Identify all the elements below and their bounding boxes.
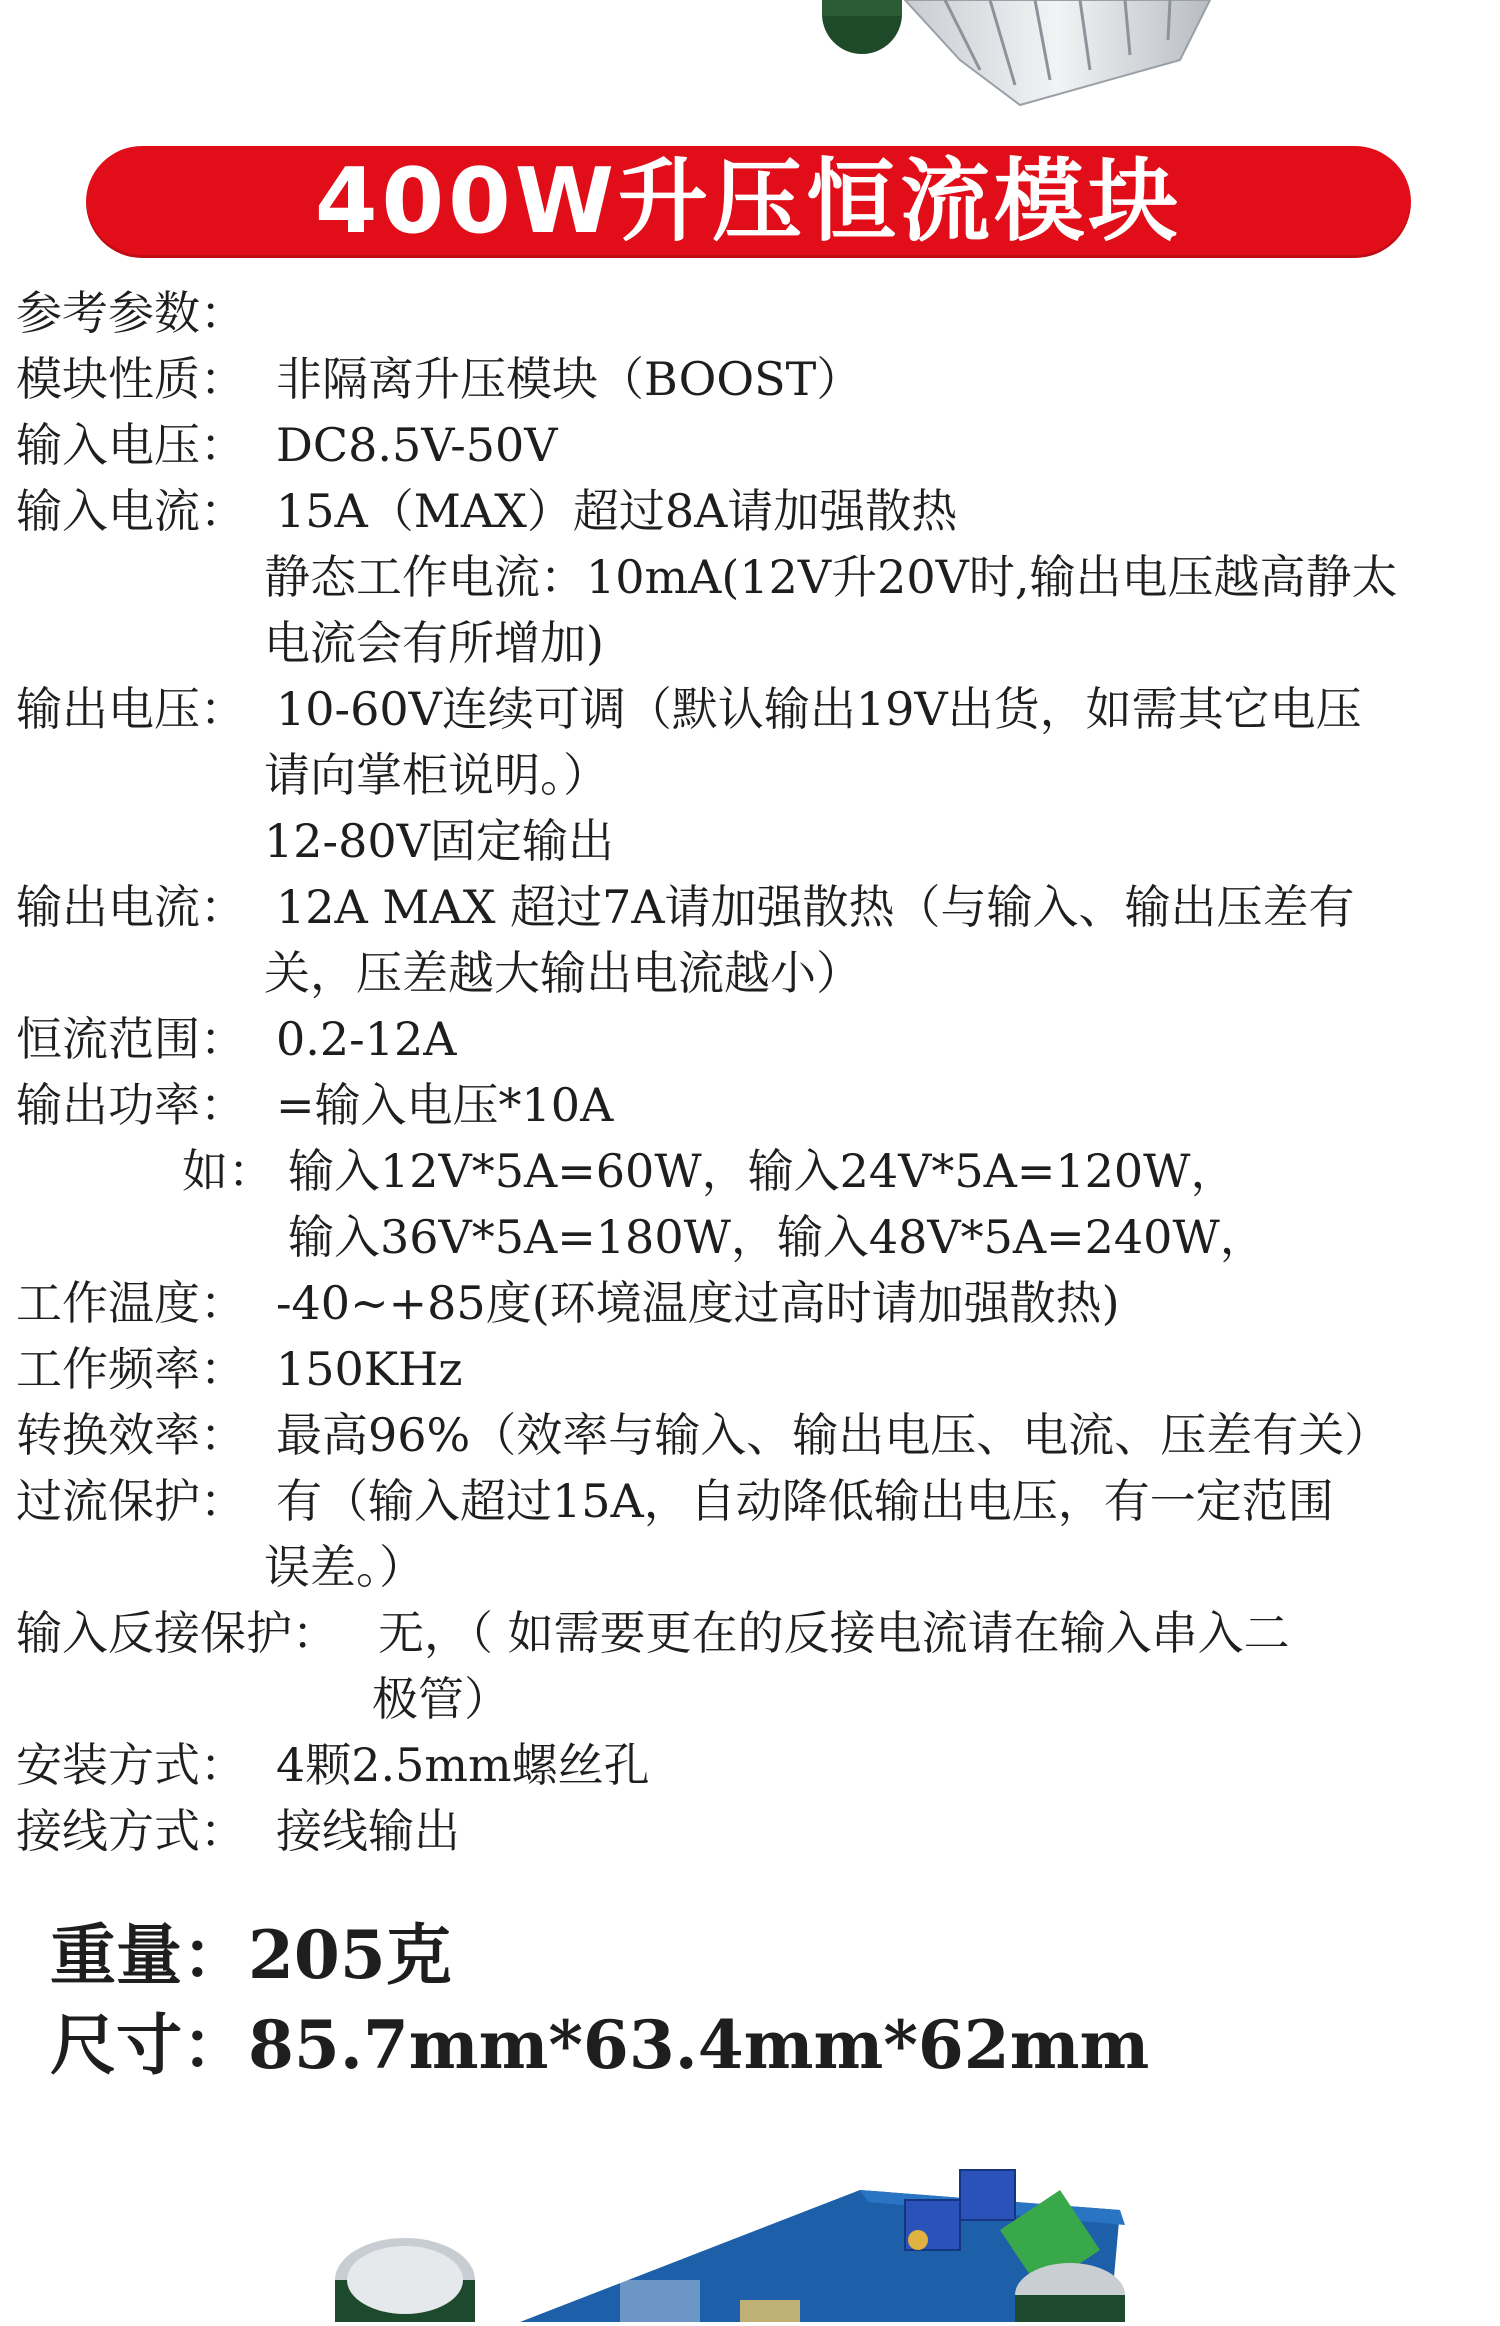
spec-value: 0.2-12A bbox=[276, 1012, 457, 1066]
spec-value: 无，（ 如需要更在的反接电流请在输入串入二 bbox=[378, 1606, 1290, 1660]
spec-label: 模块性质： bbox=[16, 352, 246, 406]
spec-value: -40~+85度(环境温度过高时请加强散热) bbox=[276, 1276, 1120, 1330]
spec-continuation: 输入36V*5A=180W，输入48V*5A=240W， bbox=[288, 1210, 1266, 1264]
spec-continuation: 误差。） bbox=[264, 1540, 425, 1594]
spec-label: 恒流范围： bbox=[16, 1012, 246, 1066]
spec-label: 输出功率： bbox=[16, 1078, 246, 1132]
product-photo-top bbox=[0, 0, 1500, 120]
spec-value: 最高96%（效率与输入、输出电压、电流、压差有关） bbox=[276, 1408, 1391, 1462]
spec-label: 工作频率： bbox=[16, 1342, 246, 1396]
weight-row bbox=[50, 1910, 452, 2000]
spec-continuation: 静态工作电流：10mA(12V升20V时,输出电压越高静太 bbox=[264, 550, 1398, 604]
weight-value: 205克 bbox=[248, 1916, 452, 1994]
spec-value: =输入电压*10A bbox=[276, 1078, 614, 1132]
size-row bbox=[50, 2000, 1149, 2090]
product-photo-bottom bbox=[0, 2130, 1500, 2322]
spec-continuation: 12-80V固定输出 bbox=[264, 814, 614, 868]
spec-continuation: 电流会有所增加) bbox=[264, 616, 604, 670]
spec-value: 12A MAX 超过7A请加强散热（与输入、输出压差有 bbox=[276, 880, 1355, 934]
spec-label: 安装方式： bbox=[16, 1738, 246, 1792]
spec-value: DC8.5V-50V bbox=[276, 418, 558, 472]
spec-value: 150KHz bbox=[276, 1342, 463, 1396]
spec-label: 输入电压： bbox=[16, 418, 246, 472]
spec-value: 非隔离升压模块（BOOST） bbox=[276, 352, 863, 406]
spec-value: 10-60V连续可调（默认输出19V出货，如需其它电压 bbox=[276, 682, 1362, 736]
spec-label: 输入电流： bbox=[16, 484, 246, 538]
spec-continuation: 请向掌柜说明。） bbox=[264, 748, 609, 802]
spec-label: 输入反接保护： bbox=[16, 1606, 338, 1660]
title-banner bbox=[86, 146, 1411, 258]
spec-label: 转换效率： bbox=[16, 1408, 246, 1462]
spec-continuation: 输入12V*5A=60W，输入24V*5A=120W， bbox=[288, 1144, 1237, 1198]
weight-label: 重量： bbox=[50, 1916, 248, 1994]
size-label: 尺寸： bbox=[50, 2006, 248, 2084]
size-value: 85.7mm*63.4mm*62mm bbox=[248, 2006, 1150, 2084]
spec-value: 接线输出 bbox=[276, 1804, 460, 1858]
spec-continuation: 关，压差越大输出电流越小） bbox=[264, 946, 862, 1000]
spec-value: 4颗2.5mm螺丝孔 bbox=[276, 1738, 650, 1792]
spec-label: 接线方式： bbox=[16, 1804, 246, 1858]
spec-label: 输出电压： bbox=[16, 682, 246, 736]
spec-label: 工作温度： bbox=[16, 1276, 246, 1330]
banner-title: 400W升压恒流模块 bbox=[314, 149, 1183, 254]
spec-value: 有（输入超过15A，自动降低输出电压，有一定范围 bbox=[276, 1474, 1334, 1528]
spec-label: 过流保护： bbox=[16, 1474, 246, 1528]
example-label: 如： bbox=[182, 1144, 274, 1198]
spec-continuation: 极管） bbox=[372, 1672, 510, 1726]
spec-label: 输出电流： bbox=[16, 880, 246, 934]
spec-heading: 参考参数： bbox=[16, 286, 246, 340]
spec-value: 15A（MAX）超过8A请加强散热 bbox=[276, 484, 958, 538]
